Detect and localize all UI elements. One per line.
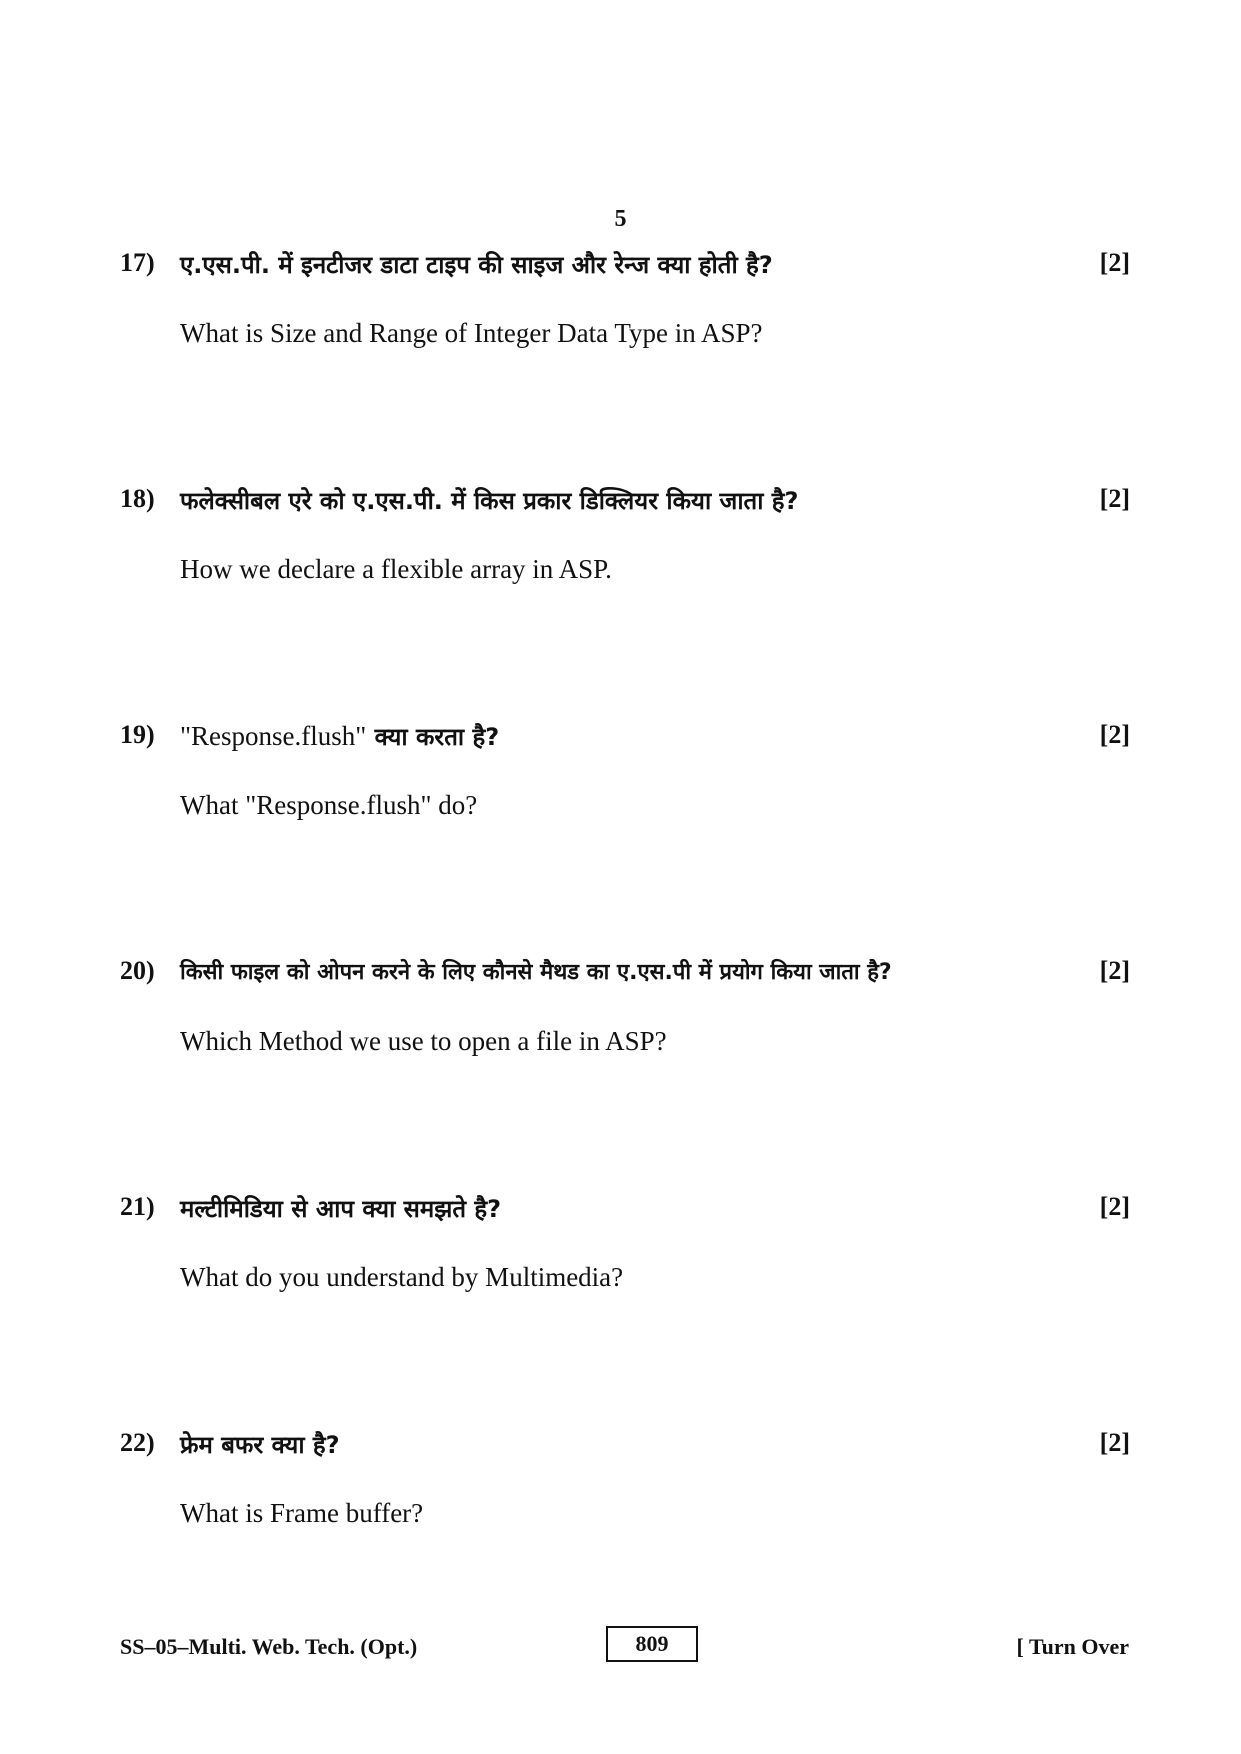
- question-text-english: What is Frame buffer?: [180, 1498, 424, 1528]
- question-number: 17): [120, 248, 155, 277]
- question-text-hindi: ए.एस.पी. में इनटीजर डाटा टाइप की साइज और रेन्ज क्या होती है?: [180, 251, 773, 279]
- question-marks: [2]: [1099, 720, 1130, 749]
- question-number: 21): [120, 1192, 155, 1221]
- question-text-english: How we declare a flexible array in ASP.: [180, 554, 612, 584]
- footer-turn-over: [ Turn Over: [1016, 1634, 1129, 1659]
- question-marks: [2]: [1099, 956, 1130, 985]
- footer-paper-title: SS–05–Multi. Web. Tech. (Opt.): [120, 1634, 418, 1659]
- footer-paper-code: 809: [606, 1626, 698, 1662]
- question-text-hindi: मल्टीमिडिया से आप क्या समझते है?: [180, 1195, 502, 1223]
- question-text-english: What "Response.flush" do?: [180, 790, 478, 820]
- page-number: 5: [614, 206, 627, 232]
- question-marks: [2]: [1099, 1428, 1130, 1457]
- question-number: 20): [120, 956, 155, 985]
- question-marks: [2]: [1099, 1192, 1130, 1221]
- question-text-hindi: फलेक्सीबल एरे को ए.एस.पी. में किस प्रकार डिक्लियर किया जाता है?: [180, 487, 799, 515]
- question-text-latin: "Response.flush": [180, 721, 367, 751]
- question-text-hindi-part: क्या करता है?: [366, 723, 500, 751]
- question-marks: [2]: [1099, 484, 1130, 513]
- question-text-hindi: [180, 720, 499, 753]
- question-text-english: Which Method we use to open a file in ASP?: [180, 1026, 667, 1056]
- question-number: 22): [120, 1428, 155, 1457]
- question-text-english: What is Size and Range of Integer Data Type in ASP?: [180, 318, 763, 348]
- question-number: 19): [120, 720, 155, 749]
- question-marks: [2]: [1099, 248, 1130, 277]
- question-text-english: What do you understand by Multimedia?: [180, 1262, 624, 1292]
- question-number: 18): [120, 484, 155, 513]
- question-text-hindi: किसी फाइल को ओपन करने के लिए कौनसे मैथड का ए.एस.पी में प्रयोग किया जाता है?: [180, 960, 892, 985]
- question-text-hindi: फ्रेम बफर क्या है?: [180, 1431, 340, 1459]
